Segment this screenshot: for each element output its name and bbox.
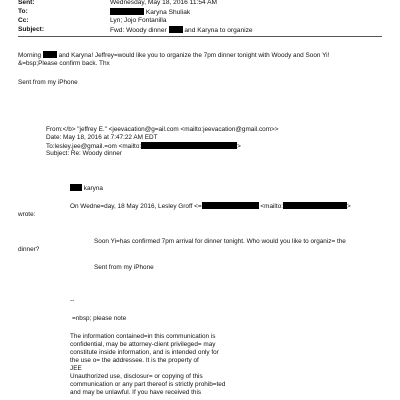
fwd-to-text: To:lesley.jee@gmail.=om <mailto: [46,143,142,150]
cc-label: Cc: [18,17,29,24]
body-line-1 [18,51,329,60]
to-value [110,8,190,16]
redaction-box [169,26,183,33]
subject-part-a: Fwd: Woody dinner [110,27,167,34]
quote-line-1: Soon Yi=has confirmed 7pm arrival for dinner tonight. Who would you like to organiz= the [94,238,346,245]
disclaimer-line: communication or any part thereof is strictly prohib=ted [70,381,226,388]
quote-line-2: dinner? [18,246,40,253]
fwd-to-close: > [237,143,241,150]
body-line-2: &=bsp;Please confirm back. Thx [18,60,110,67]
disclaimer-line: Unauthorized use, disclosur= or copying of this [70,373,203,380]
redaction-box [43,51,57,58]
to-label: To: [18,8,28,15]
fwd-from-line: From:</b> "jeffrey E." <jeevacation@g=ail.com <mailto:jeevacation@gmail.com>> [46,126,279,133]
wrote-label: wrote: [18,211,36,218]
karyna-line [70,184,103,193]
karyna-text: karyna [83,185,103,192]
header-divider [18,36,382,37]
disclaimer-line: constitute inside information, and is intended only for [70,349,219,356]
subject-label: Subject: [18,26,45,33]
greeting-text: Morning [18,52,42,59]
redaction-box [202,202,259,209]
disclaimer-line: and may be unlawful. If you have received this [70,389,202,396]
redaction-box [141,142,237,149]
on-line-text: On Wedne=day, 18 May 2016, Lesley Groff <= [70,203,202,210]
disclaimer-line: The information contained=in this communication is [70,333,216,340]
redaction-box [110,8,144,15]
disclaimer-line: the use o= the addressee. It is the property of [70,357,199,364]
please-note: =nbsp; please note [72,315,127,322]
redaction-box [70,184,82,191]
cc-value: Lyn; Jojo Fontanilla [110,17,167,24]
sent-value: Wednesday, May 18, 2016 11:54 AM [110,0,218,6]
subject-part-b: and Karyna to organize [184,27,253,34]
disclaimer-line: confidential, may be attorney-client privileged= may [70,341,216,348]
fwd-subject-line: Subject: Re: Woody dinner [46,150,122,157]
mailto-text: <mailto: [260,203,283,210]
sent-from-iphone: Sent from my iPhone [18,79,78,86]
signature-dash: -- [70,297,75,304]
to-name: Karyna Shuliak [145,9,191,16]
on-line-close: > [346,203,351,210]
subject-value [110,26,253,34]
request-text: and Karyna! Jeffrey=would like you to organize the 7pm dinner tonight with Woody and Soon Yi! [58,52,330,59]
on-wednesday-line [70,202,351,211]
quote-sent-from-iphone: Sent from my iPhone [94,264,154,271]
fwd-date-line: Date: May 18, 2016 at 7:47:22 AM EDT [46,134,158,141]
redaction-box [283,202,347,209]
sent-label: Sent: [18,0,35,6]
disclaimer-line: JEE [70,365,82,372]
